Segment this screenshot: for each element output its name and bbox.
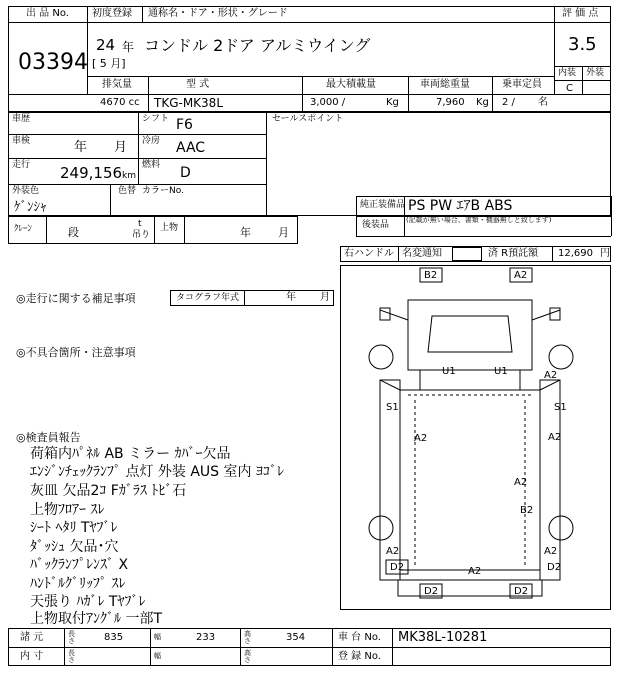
ac-label: 冷房 [142,136,161,146]
std-equip: PS PW ｴｱB ABS [408,198,513,214]
exterior-grade-label: 外装 [586,68,605,78]
color-no-label-2: カラーNo. [142,186,184,196]
length: 835 [104,632,124,643]
windshield [428,316,512,352]
inner-label: 内 寸 [20,651,44,662]
inspection-month: 月 [114,140,128,155]
history-label: 車歴 [12,114,31,124]
tachograph-label: タコグラフ年式 [176,293,240,303]
equip-label: 上物 [160,223,179,233]
damage-mark: U1 [494,366,508,377]
handle: 右ハンドル [344,248,394,259]
mileage-label: 走行 [12,160,31,170]
inspector-line: 荷箱内ﾊﾟﾈﾙ AB ミラー ｶﾊﾞｰ欠品 [30,446,231,462]
damage-mark: D2 [424,586,439,597]
tachograph-month: 月 [320,292,330,303]
inspector-line: ﾀﾞｯｼｭ 欠品･穴 [30,539,119,555]
displacement: 4670 cc [100,97,140,108]
damage-mark: S1 [554,402,567,413]
inspector-line: ﾊﾞｯｸﾗﾝﾌﾟﾚﾝｽﾞ X [30,557,129,573]
ac: AAC [176,140,206,156]
wheel-front-right [549,345,573,369]
damage-mark: A2 [548,432,562,443]
gross-weight: 7,960 [436,97,465,108]
first-reg-year: 24 [96,36,116,54]
damage-mark: D2 [514,586,529,597]
damage-mark: S1 [386,402,399,413]
max-load: 3,000 / [310,97,346,108]
inspector-line: ｼｰﾄ ﾍﾀﾘ Tﾔﾌﾞﾚ [30,520,118,536]
crane-ton: t [138,219,142,229]
inspector-line: 灰皿 欠品2ｺ Fｶﾞﾗｽ ﾄﾋﾞ石 [30,483,187,499]
inner-width-label: 幅 [154,652,161,660]
name-change: 名変通知 [402,248,442,259]
interior-grade: C [566,83,573,94]
inspector-line: 上物ﾌﾛｱｰ ｽﾚ [30,502,105,518]
model: TKG-MK38L [154,96,224,110]
width: 233 [196,632,216,643]
rating-label: 評 価 点 [562,8,599,19]
inspection-label: 車検 [12,136,31,146]
damage-mark: A2 [386,546,400,557]
mileage: 249,156 [60,164,123,182]
mileage-unit: km [122,171,136,181]
lot-no: 03394 [18,50,88,75]
capacity-unit: 名 [538,97,548,108]
inspector-line: ﾊﾝﾄﾞﾙｸﾞﾘｯﾌﾟ ｽﾚ [30,576,126,592]
aftermarket-label: 後装品 [362,220,390,230]
interior-grade-label: 内装 [558,68,577,78]
capacity-label: 乗車定員 [502,79,542,90]
length-label: 長さ [68,630,75,646]
rating: 3.5 [568,34,597,55]
inspector-line: 上物取付ｱﾝｸﾞﾙ 一部T [30,611,163,627]
std-equip-label: 純正装備品 [360,200,406,210]
year-unit: 年 [122,40,135,54]
damage-mark: B2 [424,270,438,281]
max-load-unit: Kg [386,97,399,108]
inspector-line: 天張り ﾊｶﾞﾚ Tﾔﾌﾞﾚ [30,594,146,610]
ext-color-label: 外装色 [12,186,40,196]
inspection-year: 年 [74,140,88,155]
first-reg-month: [ 5 月] [92,57,126,70]
recycle-amount: 12,690 [558,248,593,259]
gross-weight-label: 車両総重量 [420,79,470,90]
shift-label: シフト [142,114,170,124]
lot-no-label: 出 品 No. [26,8,69,19]
width-label: 幅 [154,633,161,641]
model-label: 型 式 [186,79,210,90]
capacity: 2 / [502,97,515,108]
reg-label: 登 録 No. [338,651,381,662]
height: 354 [286,632,306,643]
equip-month: 月 [278,226,289,239]
shift: F6 [176,117,193,133]
damage-mark: A2 [514,477,528,488]
mirror-left [380,308,390,320]
crane-hang: 吊り [132,230,151,240]
cab-roof [408,300,532,370]
wheel-rear-left [369,516,393,540]
inner-length-label: 長さ [68,649,75,665]
fuel: D [180,165,191,181]
name-grade-label: 通称名・ドア・形状・グレード [148,8,288,19]
damage-mark: A2 [544,370,558,381]
ext-color: ｹﾞﾝｼｬ [14,200,47,215]
fuel-label: 燃料 [142,160,161,170]
tachograph-year: 年 [286,292,296,303]
max-load-label: 最大積載量 [326,79,376,90]
equip-year: 年 [240,226,251,239]
inspector-label: ◎検査員報告 [16,431,81,444]
damage-mark: U1 [442,366,456,377]
damage-mark: B2 [520,505,534,516]
damage-mark: D2 [390,562,405,573]
wheel-front-left [369,345,393,369]
damage-mark: A2 [468,566,482,577]
mirror-right [550,308,560,320]
first-reg-label: 初度登録 [92,8,132,19]
chassis-label: 車 台 No. [338,632,381,643]
crane-stage: 段 [68,226,79,239]
displacement-label: 排気量 [102,79,132,90]
chassis: MK38L-10281 [398,630,488,645]
damage-mark: A2 [514,270,528,281]
dims-label: 諸 元 [20,632,44,643]
driving-note-label: ◎走行に関する補足事項 [16,292,136,305]
damage-mark: A2 [414,433,428,444]
recycle: 済 R預託額 [488,248,539,259]
damage-mark: A2 [544,546,558,557]
defects-label: ◎不具合箇所・注意事項 [16,346,136,359]
gross-weight-unit: Kg [476,97,489,108]
recycle-unit: 円 [600,248,610,259]
crane-label: ｸﾚｰﾝ [14,224,33,234]
wheel-rear-right [549,516,573,540]
name-grade: コンドル 2ドア アルミウイング [144,36,371,55]
inner-height-label: 高さ [244,649,251,665]
inspector-line: ｴﾝｼﾞﾝﾁｪｯｸﾗﾝﾌﾟ 点灯 外装 AUS 室内 ﾖｺﾞﾚ [30,464,284,480]
color-no-label: 色替 [118,186,137,196]
sales-point-label: セールスポイント [272,114,344,124]
height-label: 高さ [244,630,251,646]
damage-mark: D2 [547,562,562,573]
aftermarket-note: (記載が無い場合、書類・機器無しと致します) [406,216,552,224]
